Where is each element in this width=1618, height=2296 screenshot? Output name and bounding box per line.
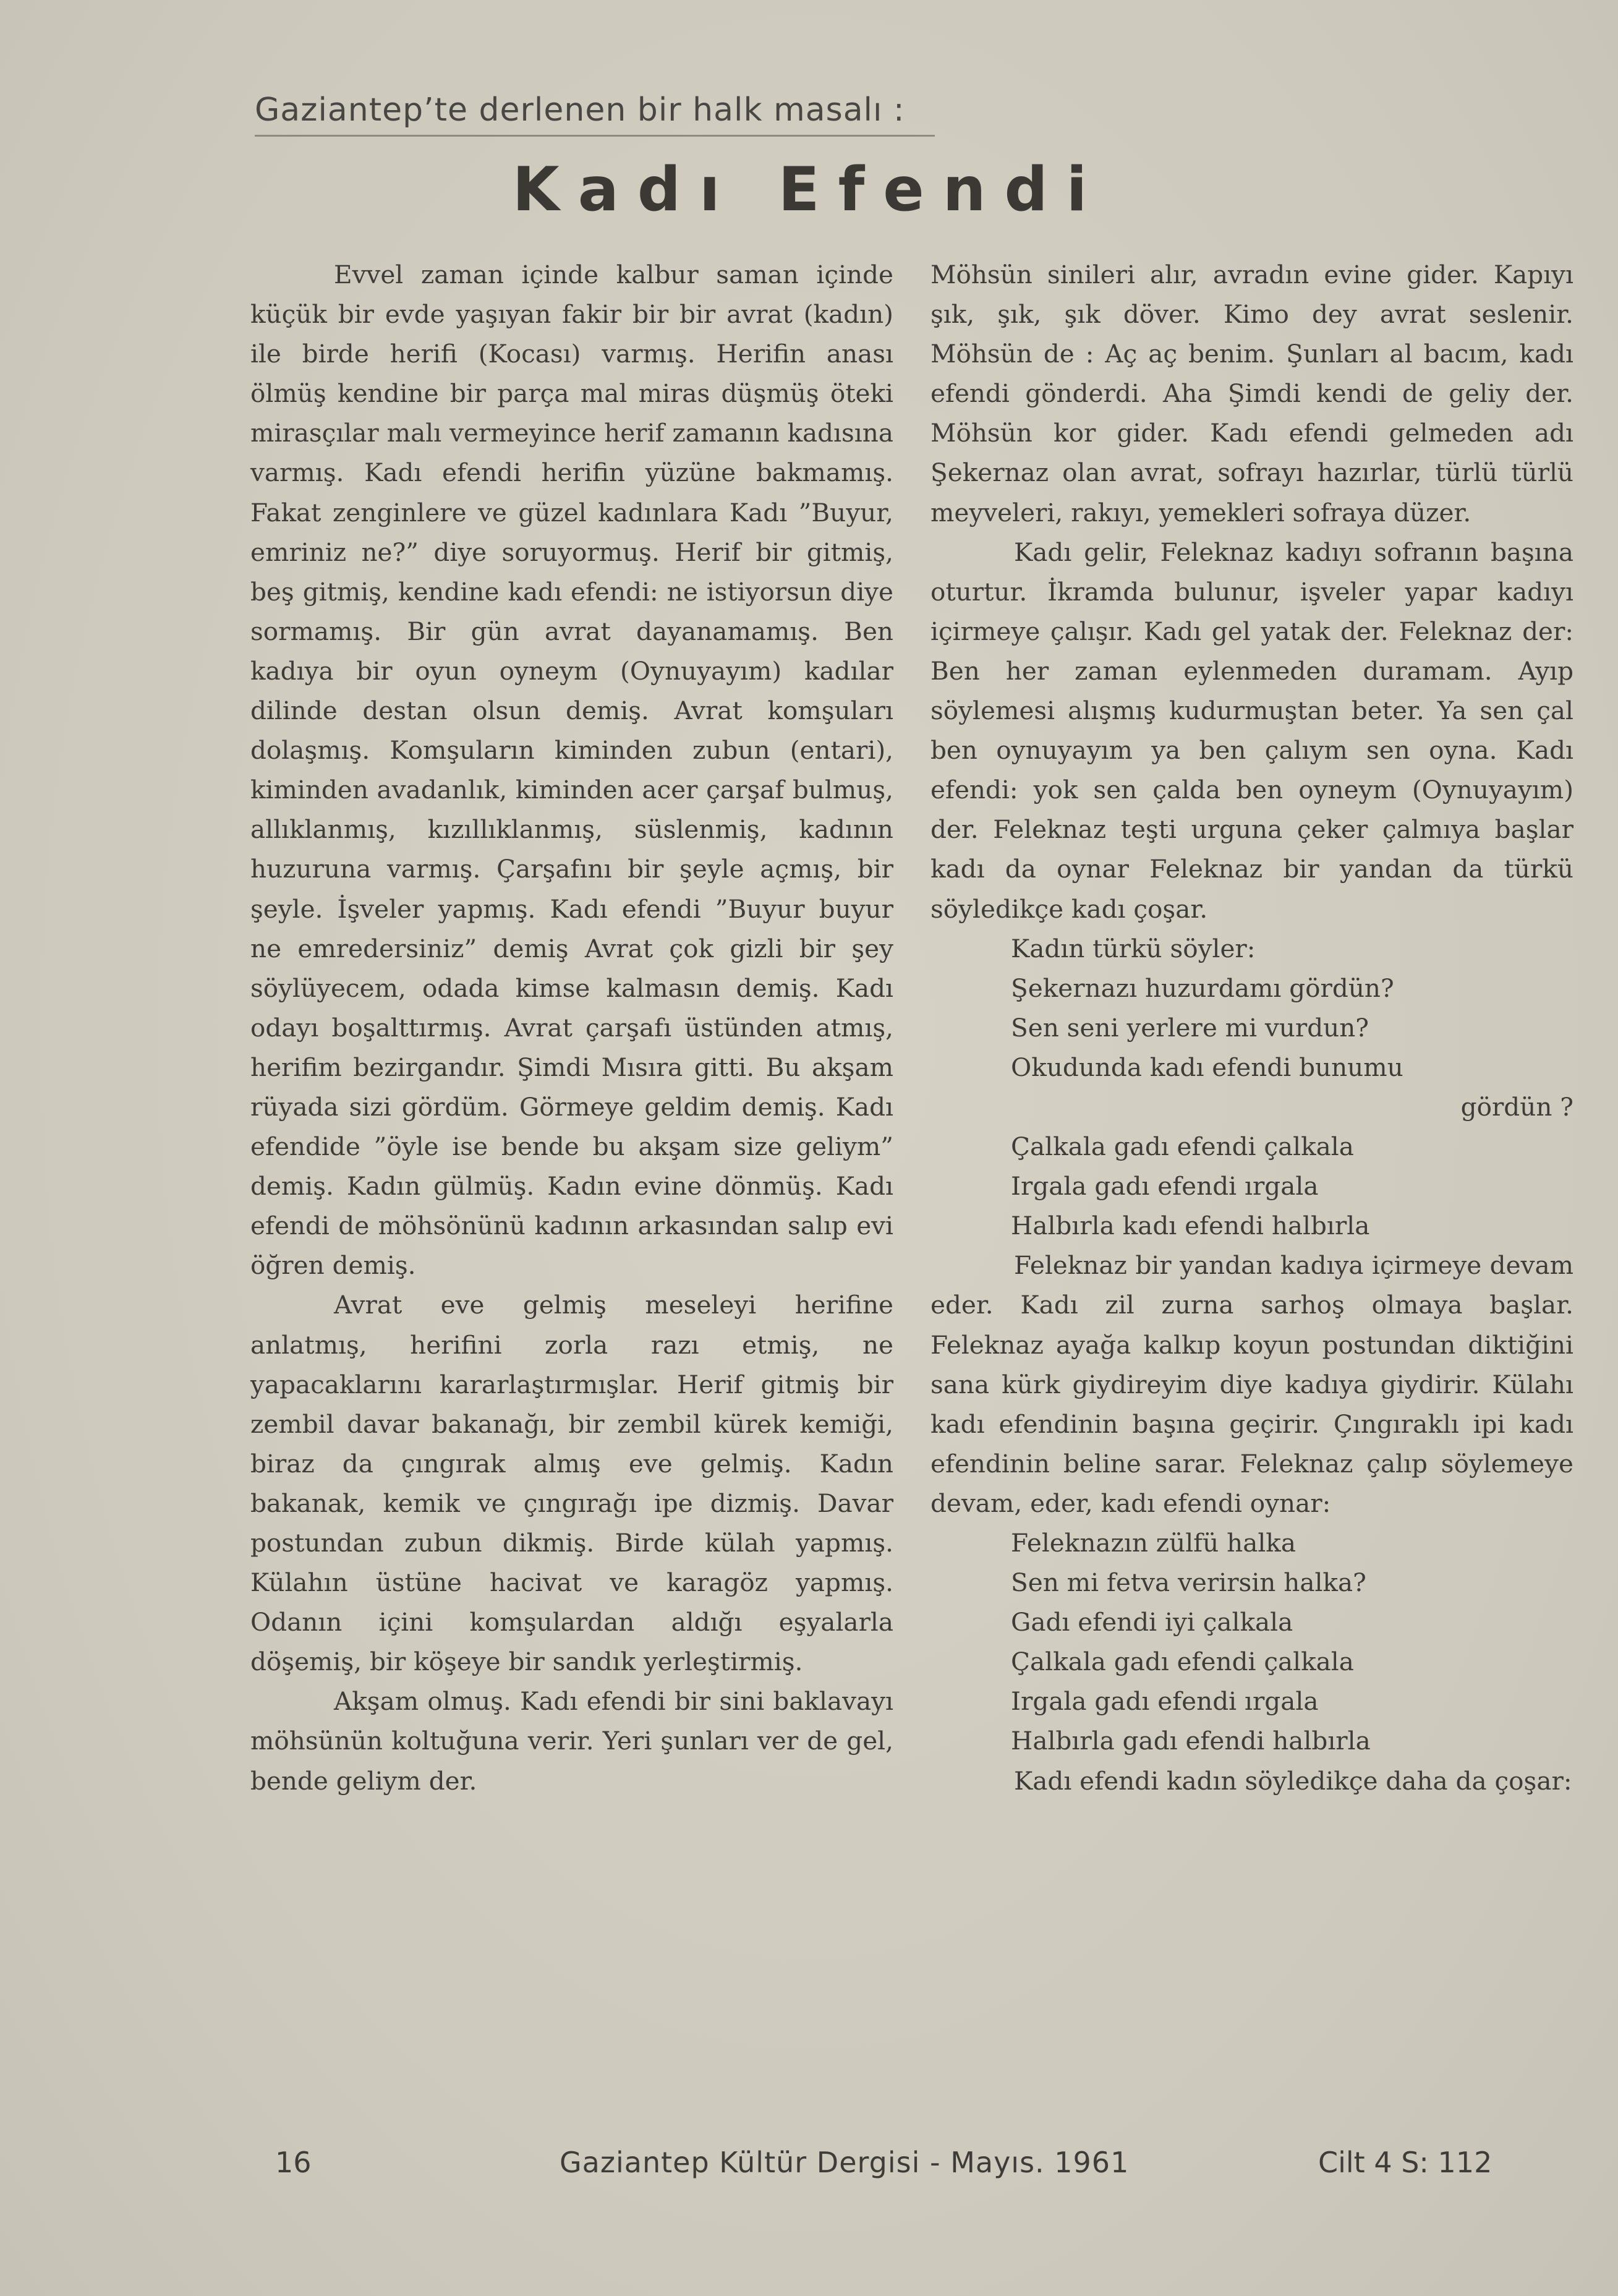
verse-line: gördün ? — [1460, 1091, 1573, 1122]
verse-block — [930, 968, 1573, 1246]
verse-line: Kadın türkü söyler: — [1011, 933, 1256, 963]
article-kicker: Gaziantep’te derlenen bir halk masalı : — [255, 92, 905, 129]
verse-line: Halbırla kadı efendi halbırla — [1011, 1211, 1370, 1241]
verse-line: Şekernazı huzurdamı gördün? — [1011, 973, 1394, 1003]
verse-line: Sen seni yerlere mi vurdun? — [1011, 1012, 1369, 1043]
verse-block — [930, 1523, 1573, 1761]
paragraph: Avrat eve gelmiş meseleyi herifine anlatmış, herifini zorla razı etmiş, ne yapacaklarını kararlaştırmışlar. Herif gitmiş bir zembil davar bakanağı, bir zembil kürek kemiği, biraz da çıngırak almış eve gelmiş. Kadın bakanak, kemik ve çıngırağı ipe dizmiş. Davar postundan zubun dikmiş. Birde külah yapmış. Külahın üstüne hacivat ve karagöz yapmış. Odanın içini komşulardan aldığı eşyalarla döşemiş, bir köşeye bir sandık yerleştirmiş. — [250, 1290, 893, 1677]
verse-line: Feleknazın zülfü halka — [1011, 1528, 1296, 1558]
verse-line: Gadı efendi iyi çalkala — [1011, 1607, 1293, 1637]
paragraph: Möhsün sinileri alır, avradın evine gider. Kapıyı şık, şık, şık döver. Kimo dey avrat seslenir. Möhsün de : Aç aç benim. Şunları al bacım, kadı efendi gönderdi. Aha Şimdi kendi de geliy der. Möhsün kor gider. Kadı efendi gelmeden adı Şekernaz olan avrat, sofrayı hazırlar, türlü türlü meyveleri, rakıyı, yemekleri sofraya düzer. — [930, 260, 1573, 527]
verse-line: Çalkala gadı efendi çalkala — [1011, 1132, 1354, 1162]
paragraph: Evvel zaman içinde kalbur saman içinde küçük bir evde yaşıyan fakir bir bir avrat (kadın) ile birde herifi (Kocası) varmış. Herifin anası ölmüş kendine bir parça mal miras düşmüş öteki mirasçılar malı vermeyince herif zamanın kadısına varmış. Kadı efendi herifin yüzüne bakmamış. Fakat zenginlere ve güzel kadınlara Kadı ”Buyur, emriniz ne?” diye soruyormuş. Herif bir gitmiş, beş gitmiş, kendine kadı efendi: ne istiyorsun diye sormamış. Bir gün avrat dayanamamış. Ben kadıya bir oyun oyneym (Oynuyayım) kadılar dilinde destan olsun demiş. Avrat komşuları dolaşmış. Komşuların kiminden zubun (entari), kiminden avadanlık, kiminden acer çarşaf bulmuş, allıklanmış, kızıllıklanmış, süslenmiş, kadının huzuruna varmış. Çarşafını bir şeyle açmış, bir şeyle. İşveler yapmış. Kadı efendi ”Buyur buyur ne emredersiniz” demiş Avrat çok gizli bir şey söylüyecem, odada kimse kalmasın demiş. Kadı odayı boşalttırmış. Avrat çarşafı üstünden atmış, herifim bezirgandır. Şimdi Mısıra gitti. Bu akşam rüyada sizi gördüm. Görmeye geldim demiş. Kadı efendide ”öyle ise bende bu akşam size geliym” demiş. Kadın gülmüş. Kadın evine dönmüş. Kadı efendi de möhsönünü kadının arkasından salıp evi öğren demiş. — [250, 260, 893, 1281]
left-column — [250, 255, 893, 1801]
page-number: 16 — [275, 2146, 312, 2179]
verse-line: Irgala gadı efendi ırgala — [1011, 1686, 1319, 1717]
kicker-underline — [255, 135, 935, 137]
paragraph: Akşam olmuş. Kadı efendi bir sini baklavayı möhsünün koltuğuna verir. Yeri şunları ver de gel, bende geliym der. — [250, 1686, 893, 1796]
article-title: Kadı Efendi — [512, 155, 1106, 225]
journal-name: Gaziantep Kültür Dergisi - Mayıs. 1961 — [560, 2146, 1130, 2179]
verse-line: Irgala gadı efendi ırgala — [1011, 1171, 1319, 1201]
paragraph: Kadı gelir, Feleknaz kadıyı sofranın başına oturtur. İkramda bulunur, işveler yapar kadıyı içirmeye çalışır. Kadı gel yatak der. Feleknaz der: Ben her zaman eylenmeden duramam. Ayıp söylemesi alışmış kudurmuştan beter. Ya sen çal ben oynuyayım ya ben çalıym sen oyna. Kadı efendi: yok sen çalda ben oyneym (Oynuyayım) der. Feleknaz teşti urguna çeker çalmıya başlar kadı da oynar Feleknaz bir yandan da türkü söyledikçe kadı çoşar. — [930, 537, 1573, 924]
verse-line: Okudunda kadı efendi bunumu — [1011, 1052, 1403, 1082]
right-column — [930, 255, 1573, 1801]
paragraph: Feleknaz bir yandan kadıya içirmeye devam eder. Kadı zil zurna sarhoş olmaya başlar. Feleknaz ayağa kalkıp koyun postundan diktiğini sana kürk giydireyim diye kadıya giydirir. Külahı kadı efendinin başına geçirir. Çıngıraklı ipi kadı efendinin beline sarar. Feleknaz çalıp söylemeye devam, eder, kadı efendi oynar: — [930, 1250, 1573, 1518]
verse-line: Sen mi fetva verirsin halka? — [1011, 1568, 1366, 1598]
paragraph: Kadı efendi kadın söyledikçe daha da çoşar: — [1014, 1765, 1572, 1796]
verse-line: Çalkala gadı efendi çalkala — [1011, 1647, 1354, 1677]
verse-line: Halbırla gadı efendi halbırla — [1011, 1726, 1371, 1756]
volume-issue: Cilt 4 S: 112 — [1318, 2146, 1492, 2179]
verse-intro — [930, 929, 1573, 968]
